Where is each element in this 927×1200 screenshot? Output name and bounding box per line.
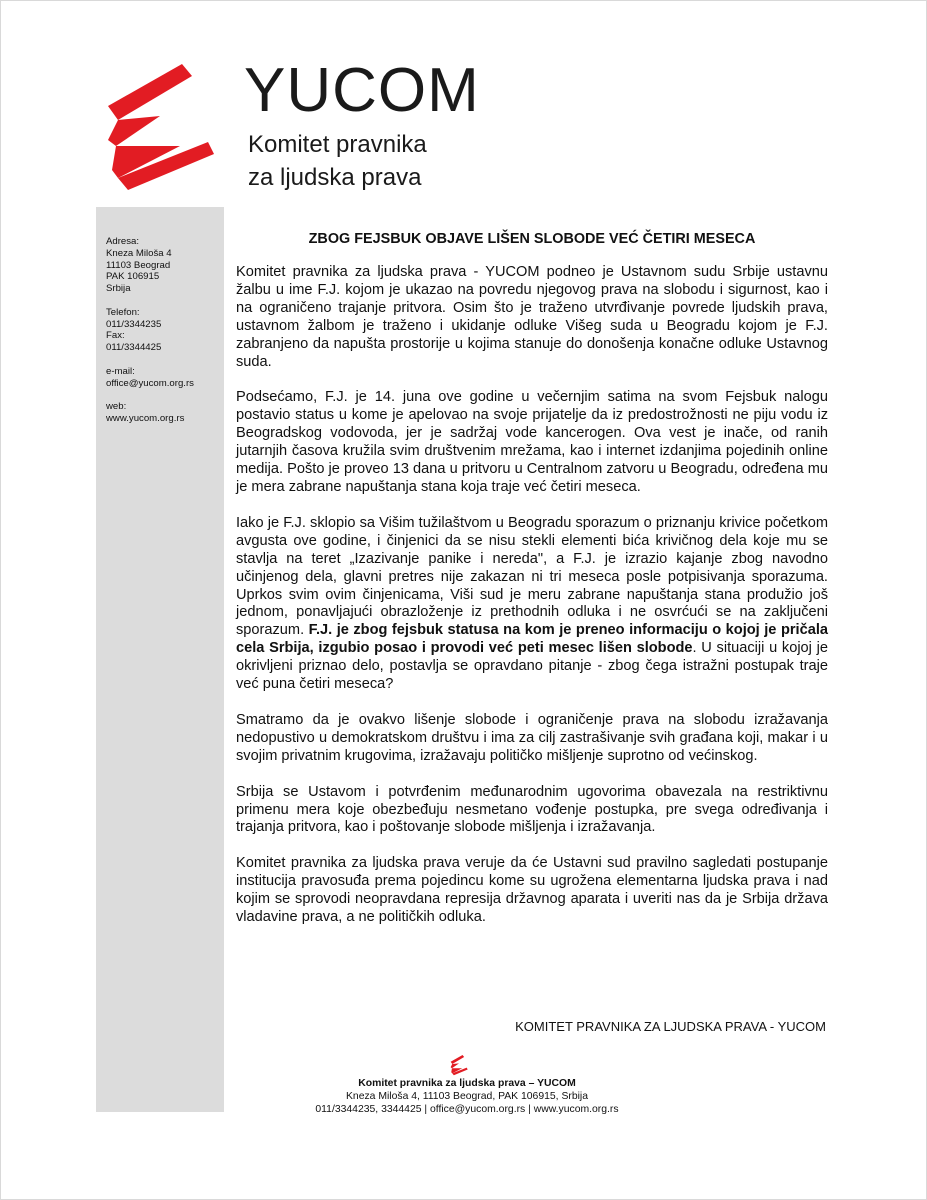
- web-label: web:: [106, 401, 127, 413]
- email-label: e-mail:: [106, 365, 135, 377]
- document-title: ZBOG FEJSBUK OBJAVE LIŠEN SLOBODE VEĆ ČETIRI MESECA: [308, 231, 756, 247]
- phone-label: Telefon:: [106, 306, 140, 318]
- phone-value: 011/3344235: [106, 318, 162, 330]
- email-value: office@yucom.org.rs: [106, 377, 194, 389]
- logo-name: YUCOM: [244, 56, 480, 125]
- paragraph-2: Podsećamo, F.J. je 14. juna ove godine u večernjim satima na svom Fejsbuk nalogu postavio status u kome je apelovao na svoje prijatelje da iz predostrožnosti ne piju vodu iz Beogradskog vodovoda, jer je sadržaj vode kancerogen. Ova vest je inače, od ranih jutarnjih časova kružila svim društvenim mrežama, kao i internet izdanjima pojedinih online medija. Pošto je proveo 13 dana u pritvoru u Centralnom zatvoru u Beogradu, određena mu je mera zabrane napuštanja stana koja traje već četiri meseca.: [236, 389, 828, 495]
- paragraph-3-start: Iako je F.J. sklopio sa Višim tužilaštvom u Beogradu sporazum o priznanju krivice početkom avgusta ove godine, i činjenici da se nisu stekli elementi bića krivičnog dela koje mu se stavlja na teret „Izazivanje panike i nereda", a F.J. je izrazio kajanje zbog navodno učinjenog dela, glavni pretres nije zakazan ni tri meseca posle potpisivanja sporazuma. Uprkos svim ovim činjenicama, Viši sud je meru zabrane napuštanja stana produžio još jednom, ponavljajući obrazloženje iz prethodnih odluka i ne osvrćući se na zaključeni sporazum.: [236, 514, 828, 639]
- signature: KOMITET PRAVNIKA ZA LJUDSKA PRAVA - YUCOM: [515, 1019, 826, 1034]
- small-red-e-icon: [450, 1054, 468, 1076]
- footer-org: Komitet pravnika za ljudska prava – YUCOM: [358, 1078, 576, 1089]
- paragraph-3: [236, 515, 828, 694]
- footer: [236, 1077, 698, 1116]
- paragraph-3-end: . U situaciji u kojoj je okrivljeni priznao delo, postavlja se opravdano pitanje - zbog čega istražni postupak traje već puna četiri meseca?: [236, 640, 828, 693]
- paragraph-5: Srbija se Ustavom i potvrđenim međunarodnim ugovorima obavezala na restriktivnu primenu mera koje obezbeđuju nesmetano vođenje postupka, pre svega određivanja i trajanja pritvora, kao i poštovanje slobode mišljenja i izražavanja.: [236, 783, 828, 836]
- red-zigzag-e-icon: [104, 62, 216, 190]
- address-line: PAK 106915: [106, 271, 160, 283]
- document-body: [236, 264, 828, 945]
- paragraph-1: Komitet pravnika za ljudska prava - YUCOM podneo je Ustavnom sudu Srbije ustavnu žalbu u ime F.J. kojom je ukazao na povredu njegovog prava na slobodu i sigurnost, kao i na ograničeno trajanje pritvora. Osim što je traženo utvrđivanje povrede ljudskih prava, ustavnom žalbom je traženo i ukidanje odluke Višeg suda u Beogradu kojom je F.J. zabranjeno da napušta prostorije u kojima stanuje do donošenja konačne odluke Ustavnog suda.: [236, 264, 828, 370]
- footer-address: Kneza Miloša 4, 11103 Beograd, PAK 106915, Srbija: [345, 1091, 589, 1102]
- logo-subtitle: [248, 128, 427, 194]
- sidebar-contact-info: [106, 236, 220, 425]
- web-value: www.yucom.org.rs: [106, 412, 185, 424]
- footer-contacts: 011/3344235, 3344425 | office@yucom.org.rs | www.yucom.org.rs: [315, 1104, 619, 1115]
- address-line: Srbija: [106, 283, 131, 295]
- logo-subtitle-line2: za ljudska prava: [248, 164, 422, 191]
- address-line: Kneza Miloša 4: [106, 247, 172, 259]
- paragraph-6: Komitet pravnika za ljudska prava veruje da će Ustavni sud pravilno sagledati postupanje institucija pravosuđa prema pojedincu kome su ugrožena elementarna ljudska prava i nad kojim se sprovodi neopravdana represija državnog aparata i uveriti nas da je Srbija država vladavine prava, a ne političkih odluka.: [236, 855, 828, 926]
- fax-value: 011/3344425: [106, 342, 162, 354]
- address-line: 11103 Beograd: [106, 259, 171, 271]
- fax-label: Fax:: [106, 330, 125, 342]
- paragraph-3-bold: F.J. je zbog fejsbuk statusa na kom je preneo informaciju o kojoj je pričala cela Srbija, izgubio posao i provodi već peti mesec lišen slobode: [236, 622, 828, 657]
- paragraph-4: Smatramo da je ovakvo lišenje slobode i ograničenje prava na slobodu izražavanja nedopustivo u demokratskom društvu i ima za cilj zastrašivanje svih građana koji, makar i u svojim privatnim krugovima, izražavaju političko mišljenje suprotno od većinskog.: [236, 711, 828, 764]
- address-label: Adresa:: [106, 236, 140, 247]
- logo-subtitle-line1: Komitet pravnika: [248, 131, 427, 158]
